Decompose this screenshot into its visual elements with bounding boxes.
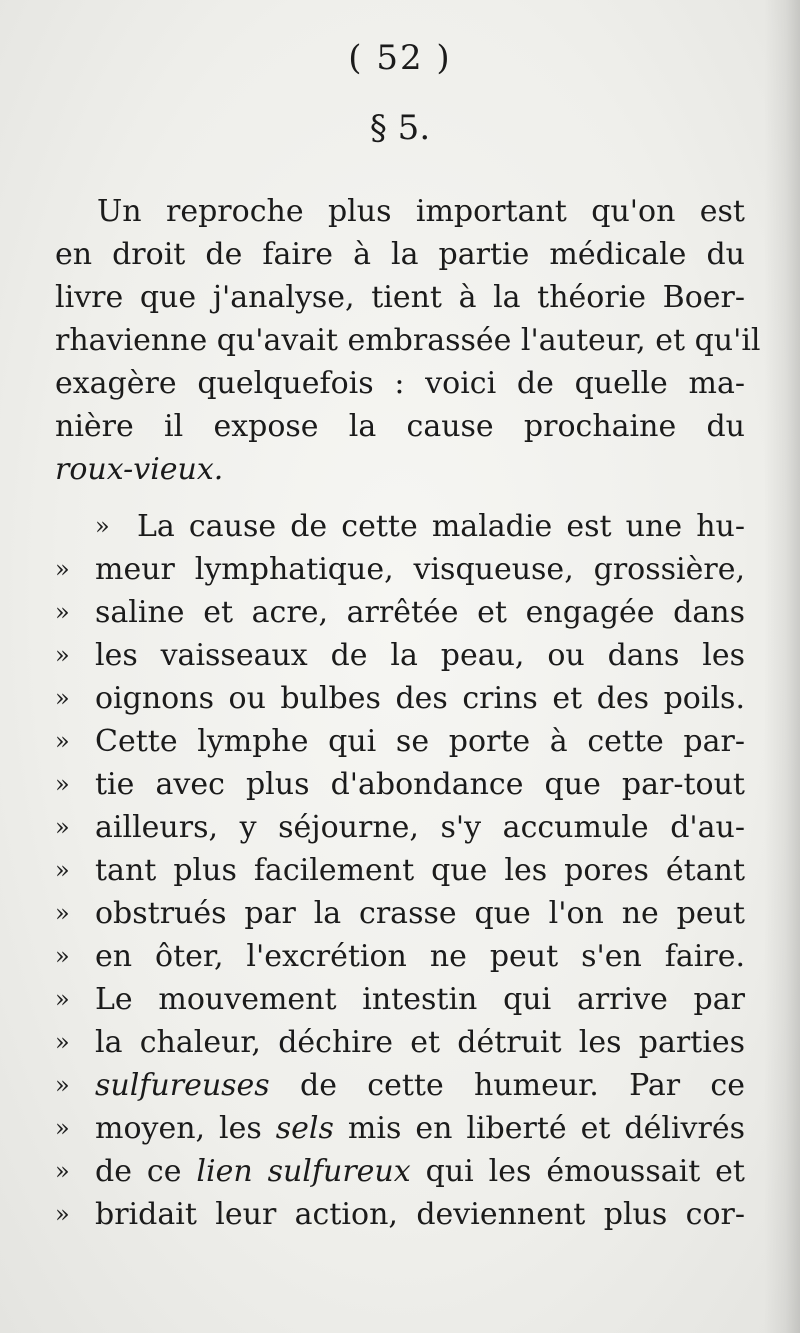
quote-text: obstrués par la crasse que l'on ne peut [95,896,745,931]
section-heading: § 5. [369,108,431,148]
paragraph-line: rhavienne qu'avait embrassée l'auteur, et qu'il [55,323,761,358]
quote-line [55,935,745,978]
quote-text: Cette lymphe qui se porte à cette par- [95,724,745,759]
paragraph-line: nière il expose la cause prochaine du [55,409,745,444]
quote-line [55,1150,745,1193]
quote-text: les vaisseaux de la peau, ou dans les [95,638,745,673]
quote-mark: » [55,770,70,798]
quote-line [55,634,745,677]
page-number: ( 52 ) [348,38,452,78]
quote-text: mis en liberté et délivrés [347,1111,745,1146]
quote-text: Le mouvement intestin qui arrive par [95,982,745,1017]
quote-line [55,1193,745,1236]
quote-line [55,677,745,720]
quote-text-italic: sulfureuses [95,1068,270,1103]
quote-text: moyen, les [95,1111,262,1146]
quote-line [55,1021,745,1064]
quote-mark: » [55,856,70,884]
quote-line [55,505,745,548]
quote-line [55,548,745,591]
quote-mark: » [55,1114,70,1142]
quote-line [55,1064,745,1107]
quote-text: qui les émoussait et [425,1154,745,1189]
quote-text: tie avec plus d'abondance que par-tout [95,767,745,802]
quote-mark: » [55,1200,70,1228]
quote-line [55,720,745,763]
quote-mark: » [55,1028,70,1056]
quote-mark: » [95,512,110,540]
quote-line [55,763,745,806]
quote-text: La cause de cette maladie est une hu- [137,509,745,544]
paragraph-line: en droit de faire à la partie médicale du [55,237,745,272]
quote-text: oignons ou bulbes des crins et des poils. [95,681,745,716]
quote-mark: » [55,899,70,927]
quote-text-italic: lien sulfureux [196,1154,411,1189]
quote-mark: » [55,985,70,1013]
quote-mark: » [55,684,70,712]
quote-text: bridait leur action, deviennent plus cor- [95,1197,745,1232]
paragraph-line: exagère quelquefois : voici de quelle ma- [55,366,745,401]
quote-line [55,849,745,892]
paragraph-gap [55,491,745,505]
quote-text: ailleurs, y séjourne, s'y accumule d'au- [95,810,745,845]
quote-text-italic: sels [275,1111,334,1146]
quote-text: tant plus facilement que les pores étant [95,853,745,888]
quote-text: en ôter, l'excrétion ne peut s'en faire. [95,939,745,974]
quote-line [55,591,745,634]
page-edge-shadow [764,0,800,1333]
quote-mark: » [55,598,70,626]
paragraph-line: Un reproche plus important qu'on est [97,194,745,229]
quote-mark: » [55,1157,70,1185]
paragraph-line-italic: roux-vieux. [55,452,224,487]
quote-line [55,1107,745,1150]
quote-mark: » [55,942,70,970]
quote-mark: » [55,555,70,583]
quote-line [55,892,745,935]
quote-text: meur lymphatique, visqueuse, grossière, [95,552,745,587]
quote-mark: » [55,641,70,669]
paragraph-line: livre que j'analyse, tient à la théorie Boer- [55,280,745,315]
quote-mark: » [55,1071,70,1099]
quote-text: de ce [95,1154,182,1189]
quote-line [55,806,745,849]
quote-text: saline et acre, arrêtée et engagée dans [95,595,745,630]
quote-mark: » [55,727,70,755]
quote-text: la chaleur, déchire et détruit les parties [95,1025,745,1060]
body-text [55,190,761,1236]
quote-mark: » [55,813,70,841]
quote-line [55,978,745,1021]
quote-text: de cette humeur. Par ce [300,1068,745,1103]
